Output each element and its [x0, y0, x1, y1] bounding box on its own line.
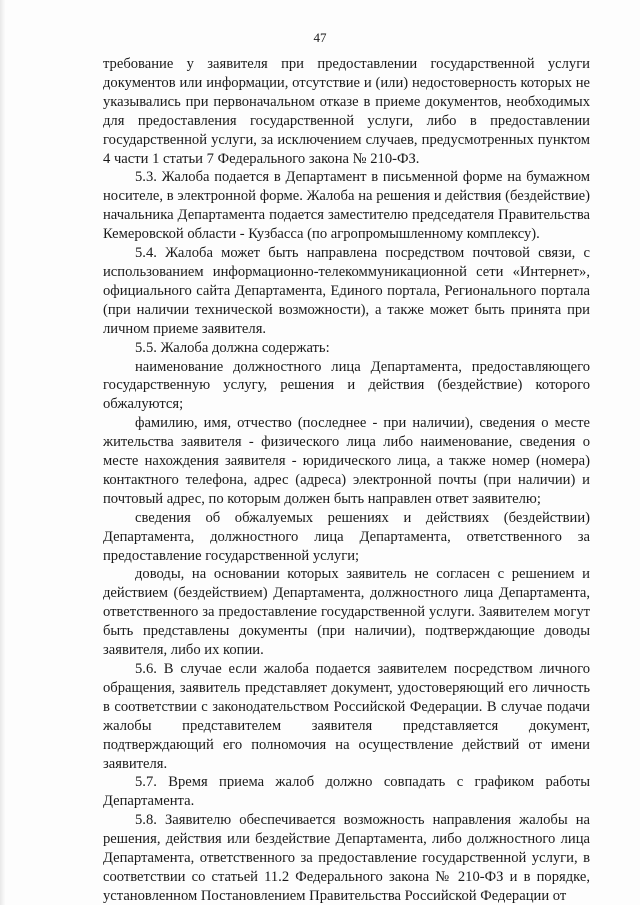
- page-number: 47: [313, 30, 327, 45]
- list-item-appealed-decisions: сведения об обжалуемых решениях и действиях (бездействии) Департамента, должностного лица Департамента, ответственного за предоставление государственной услуги;: [103, 509, 590, 564]
- scan-edge: [0, 0, 6, 905]
- list-item-official-name: наименование должностного лица Департамента, предоставляющего государственную услугу, решения и действия (бездействие) которого обжалуются;: [103, 358, 590, 413]
- paragraph-5-4: 5.4. Жалоба может быть направлена посредством почтовой связи, с использованием информационно-телекоммуникационной сети «Интернет», официального сайта Департамента, Единого портала, Регионального портала (при наличии технической возможности), а также может быть принята при личном приеме заявителя.: [103, 245, 590, 337]
- paragraph-5-8: 5.8. Заявителю обеспечивается возможность направления жалобы на решения, действия или бездействие Департамента, либо должностного лица Департамента, ответственного за предоставление государственной услуги, в соответствии со статьей 11.2 Федерального закона № 210-ФЗ и в порядке, установленном Постановлением Правительства Российской Федерации от: [103, 812, 590, 904]
- paragraph-5-6: 5.6. В случае если жалоба подается заявителем посредством личного обращения, заявитель представляет документ, удостоверяющий его личность в соответствии с законодательством Российской Федерации. В случае подачи жалобы представителем заявителя представляется документ, подтверждающий его полномочия на осуществление действий от имени заявителя.: [103, 661, 590, 772]
- list-item-applicant-details: фамилию, имя, отчество (последнее - при наличии), сведения о месте жительства заявителя - физического лица либо наименование, сведения о месте нахождения заявителя - юридического лица, а также номер (номера) контактного телефона, адрес (адреса) электронной почты (при наличии) и почтовый адрес, по которым должен быть направлен ответ заявителю;: [103, 415, 590, 507]
- document-body: [103, 55, 590, 906]
- paragraph-5-5: 5.5. Жалоба должна содержать:: [135, 339, 330, 356]
- list-item-arguments: доводы, на основании которых заявитель не согласен с решением и действием (бездействием) Департамента, должностного лица Департамента, ответственного за предоставление государственной услуги. Заявителем могут быть представлены документы (при наличии), подтверждающие доводы заявителя, либо их копии.: [103, 566, 590, 659]
- paragraph-5-7: 5.7. Время приема жалоб должно совпадать с графиком работы Департамента.: [103, 774, 590, 810]
- paragraph-requirement-continuation: требование у заявителя при предоставлении государственной услуги документов или информации, отсутствие и (или) недостоверность которых не указывались при первоначальном отказе в приеме документов, необходимых для предоставления государственной услуги, либо в предоставлении государственной услуги, за исключением случаев, предусмотренных пунктом 4 части 1 статьи 7 Федерального закона № 210-ФЗ.: [103, 56, 590, 167]
- paragraph-5-3: 5.3. Жалоба подается в Департамент в письменной форме на бумажном носителе, в электронной форме. Жалоба на решения и действия (бездействие) начальника Департамента подается заместителю председателя Правительства Кемеровской области - Кузбасса (по агропромышленному комплексу).: [103, 169, 590, 243]
